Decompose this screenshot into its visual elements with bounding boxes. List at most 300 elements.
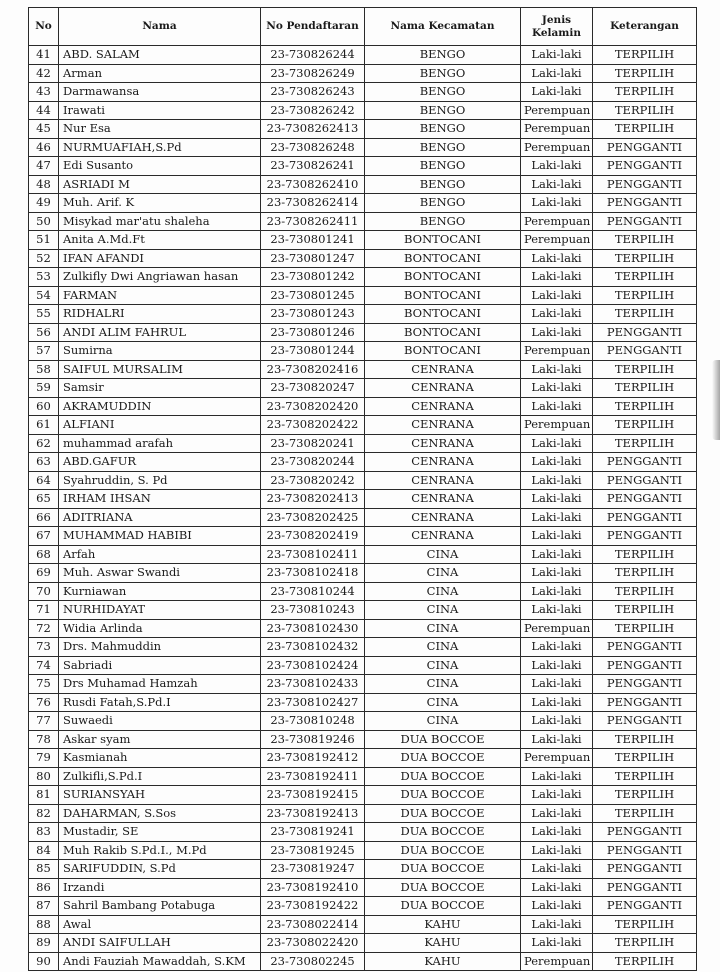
table-row	[29, 823, 697, 842]
cell-no-pendaftaran: 23-730810248	[261, 712, 365, 731]
cell-no-pendaftaran: 23-7308262411	[261, 212, 365, 231]
cell-no: 70	[29, 582, 59, 601]
cell-kecamatan: CINA	[365, 619, 521, 638]
cell-jenis-kelamin: Perempuan	[521, 416, 593, 435]
cell-keterangan: TERPILIH	[593, 545, 697, 564]
cell-no: 63	[29, 453, 59, 472]
table-body	[29, 46, 697, 971]
cell-no: 73	[29, 638, 59, 657]
cell-no: 42	[29, 64, 59, 83]
cell-jenis-kelamin: Laki-laki	[521, 157, 593, 176]
table-row	[29, 897, 697, 916]
table-row	[29, 268, 697, 287]
table-row	[29, 157, 697, 176]
cell-kecamatan: BENGO	[365, 175, 521, 194]
cell-no: 47	[29, 157, 59, 176]
cell-keterangan: TERPILIH	[593, 749, 697, 768]
cell-no: 56	[29, 323, 59, 342]
cell-no: 69	[29, 564, 59, 583]
cell-jenis-kelamin: Laki-laki	[521, 286, 593, 305]
cell-nama: MUHAMMAD HABIBI	[59, 527, 261, 546]
cell-no: 50	[29, 212, 59, 231]
cell-nama: DAHARMAN, S.Sos	[59, 804, 261, 823]
cell-no: 74	[29, 656, 59, 675]
table-row	[29, 138, 697, 157]
cell-no: 45	[29, 120, 59, 139]
cell-jenis-kelamin: Laki-laki	[521, 397, 593, 416]
cell-keterangan: TERPILIH	[593, 64, 697, 83]
cell-no-pendaftaran: 23-7308022414	[261, 915, 365, 934]
cell-keterangan: PENGGANTI	[593, 194, 697, 213]
table-row	[29, 804, 697, 823]
cell-no: 82	[29, 804, 59, 823]
table-row	[29, 490, 697, 509]
cell-keterangan: PENGGANTI	[593, 878, 697, 897]
cell-no: 76	[29, 693, 59, 712]
cell-keterangan: TERPILIH	[593, 249, 697, 268]
cell-nama: SAIFUL MURSALIM	[59, 360, 261, 379]
table-row	[29, 934, 697, 953]
cell-kecamatan: CINA	[365, 675, 521, 694]
cell-jenis-kelamin: Laki-laki	[521, 194, 593, 213]
cell-kecamatan: DUA BOCCOE	[365, 823, 521, 842]
cell-no: 87	[29, 897, 59, 916]
cell-kecamatan: BONTOCANI	[365, 305, 521, 324]
table-row	[29, 638, 697, 657]
cell-no-pendaftaran: 23-730826241	[261, 157, 365, 176]
cell-no-pendaftaran: 23-730820241	[261, 434, 365, 453]
cell-no-pendaftaran: 23-7308192415	[261, 786, 365, 805]
cell-nama: RIDHALRI	[59, 305, 261, 324]
cell-jenis-kelamin: Perempuan	[521, 619, 593, 638]
cell-no: 86	[29, 878, 59, 897]
cell-no-pendaftaran: 23-730801247	[261, 249, 365, 268]
cell-jenis-kelamin: Perempuan	[521, 342, 593, 361]
cell-kecamatan: BONTOCANI	[365, 268, 521, 287]
table-row	[29, 564, 697, 583]
cell-jenis-kelamin: Laki-laki	[521, 786, 593, 805]
cell-jenis-kelamin: Laki-laki	[521, 508, 593, 527]
cell-nama: Drs Muhamad Hamzah	[59, 675, 261, 694]
cell-jenis-kelamin: Laki-laki	[521, 453, 593, 472]
cell-nama: ABD.GAFUR	[59, 453, 261, 472]
cell-keterangan: TERPILIH	[593, 379, 697, 398]
cell-jenis-kelamin: Laki-laki	[521, 360, 593, 379]
cell-no: 85	[29, 860, 59, 879]
cell-no: 83	[29, 823, 59, 842]
cell-no: 65	[29, 490, 59, 509]
cell-nama: Arman	[59, 64, 261, 83]
cell-keterangan: PENGGANTI	[593, 675, 697, 694]
cell-keterangan: TERPILIH	[593, 231, 697, 250]
cell-kecamatan: CENRANA	[365, 527, 521, 546]
cell-keterangan: PENGGANTI	[593, 508, 697, 527]
cell-kecamatan: BENGO	[365, 46, 521, 65]
cell-kecamatan: BENGO	[365, 101, 521, 120]
cell-jenis-kelamin: Perempuan	[521, 952, 593, 971]
cell-keterangan: PENGGANTI	[593, 823, 697, 842]
table-row	[29, 453, 697, 472]
cell-keterangan: TERPILIH	[593, 120, 697, 139]
cell-jenis-kelamin: Laki-laki	[521, 268, 593, 287]
cell-kecamatan: CINA	[365, 601, 521, 620]
cell-keterangan: PENGGANTI	[593, 693, 697, 712]
cell-kecamatan: KAHU	[365, 934, 521, 953]
cell-jenis-kelamin: Laki-laki	[521, 305, 593, 324]
cell-nama: ANDI ALIM FAHRUL	[59, 323, 261, 342]
table-row	[29, 730, 697, 749]
cell-nama: SARIFUDDIN, S.Pd	[59, 860, 261, 879]
cell-jenis-kelamin: Laki-laki	[521, 471, 593, 490]
cell-jenis-kelamin: Laki-laki	[521, 545, 593, 564]
cell-jenis-kelamin: Laki-laki	[521, 527, 593, 546]
cell-no: 59	[29, 379, 59, 398]
cell-no-pendaftaran: 23-7308102432	[261, 638, 365, 657]
cell-no-pendaftaran: 23-730802245	[261, 952, 365, 971]
cell-nama: Muh. Arif. K	[59, 194, 261, 213]
cell-no: 61	[29, 416, 59, 435]
cell-nama: Sahril Bambang Potabuga	[59, 897, 261, 916]
cell-nama: Andi Fauziah Mawaddah, S.KM	[59, 952, 261, 971]
cell-no: 77	[29, 712, 59, 731]
header-kecamatan: Nama Kecamatan	[365, 8, 521, 46]
table-row	[29, 619, 697, 638]
cell-no: 67	[29, 527, 59, 546]
cell-no: 57	[29, 342, 59, 361]
cell-jenis-kelamin: Laki-laki	[521, 804, 593, 823]
cell-no: 78	[29, 730, 59, 749]
table-row	[29, 342, 697, 361]
cell-no-pendaftaran: 23-7308022420	[261, 934, 365, 953]
header-no: No	[29, 8, 59, 46]
cell-jenis-kelamin: Perempuan	[521, 749, 593, 768]
cell-kecamatan: DUA BOCCOE	[365, 767, 521, 786]
cell-no-pendaftaran: 23-730801245	[261, 286, 365, 305]
cell-no: 53	[29, 268, 59, 287]
cell-jenis-kelamin: Laki-laki	[521, 582, 593, 601]
cell-jenis-kelamin: Laki-laki	[521, 878, 593, 897]
cell-keterangan: TERPILIH	[593, 83, 697, 102]
cell-keterangan: TERPILIH	[593, 601, 697, 620]
cell-keterangan: TERPILIH	[593, 360, 697, 379]
cell-jenis-kelamin: Laki-laki	[521, 46, 593, 65]
cell-nama: IFAN AFANDI	[59, 249, 261, 268]
cell-kecamatan: CENRANA	[365, 490, 521, 509]
cell-nama: Syahruddin, S. Pd	[59, 471, 261, 490]
cell-no-pendaftaran: 23-730801242	[261, 268, 365, 287]
cell-keterangan: TERPILIH	[593, 434, 697, 453]
cell-kecamatan: BONTOCANI	[365, 323, 521, 342]
cell-jenis-kelamin: Perempuan	[521, 101, 593, 120]
cell-nama: FARMAN	[59, 286, 261, 305]
cell-kecamatan: CINA	[365, 545, 521, 564]
cell-nama: Nur Esa	[59, 120, 261, 139]
cell-no-pendaftaran: 23-730801243	[261, 305, 365, 324]
cell-no: 60	[29, 397, 59, 416]
cell-jenis-kelamin: Perempuan	[521, 231, 593, 250]
cell-keterangan: PENGGANTI	[593, 157, 697, 176]
cell-keterangan: TERPILIH	[593, 305, 697, 324]
cell-keterangan: TERPILIH	[593, 286, 697, 305]
cell-kecamatan: CENRANA	[365, 508, 521, 527]
cell-nama: Sumirna	[59, 342, 261, 361]
cell-no: 41	[29, 46, 59, 65]
cell-keterangan: TERPILIH	[593, 582, 697, 601]
cell-no-pendaftaran: 23-730819247	[261, 860, 365, 879]
cell-no: 55	[29, 305, 59, 324]
cell-keterangan: TERPILIH	[593, 564, 697, 583]
cell-keterangan: PENGGANTI	[593, 453, 697, 472]
table-row	[29, 712, 697, 731]
table-row	[29, 749, 697, 768]
cell-no-pendaftaran: 23-7308102433	[261, 675, 365, 694]
cell-keterangan: TERPILIH	[593, 416, 697, 435]
cell-jenis-kelamin: Laki-laki	[521, 64, 593, 83]
cell-kecamatan: KAHU	[365, 915, 521, 934]
cell-kecamatan: CINA	[365, 656, 521, 675]
cell-nama: Irzandi	[59, 878, 261, 897]
candidate-table	[28, 7, 697, 971]
cell-kecamatan: CINA	[365, 638, 521, 657]
table-row	[29, 46, 697, 65]
cell-nama: Widia Arlinda	[59, 619, 261, 638]
cell-jenis-kelamin: Laki-laki	[521, 490, 593, 509]
cell-no-pendaftaran: 23-730820242	[261, 471, 365, 490]
cell-keterangan: PENGGANTI	[593, 490, 697, 509]
table-row	[29, 323, 697, 342]
table-row	[29, 952, 697, 971]
cell-nama: Drs. Mahmuddin	[59, 638, 261, 657]
cell-nama: SURIANSYAH	[59, 786, 261, 805]
cell-no-pendaftaran: 23-7308192422	[261, 897, 365, 916]
cell-no: 90	[29, 952, 59, 971]
cell-keterangan: PENGGANTI	[593, 138, 697, 157]
cell-keterangan: TERPILIH	[593, 730, 697, 749]
table-row	[29, 675, 697, 694]
cell-keterangan: PENGGANTI	[593, 323, 697, 342]
cell-kecamatan: CINA	[365, 712, 521, 731]
cell-keterangan: TERPILIH	[593, 952, 697, 971]
table-row	[29, 83, 697, 102]
cell-nama: ANDI SAIFULLAH	[59, 934, 261, 953]
cell-nama: Darmawansa	[59, 83, 261, 102]
cell-no-pendaftaran: 23-730826244	[261, 46, 365, 65]
cell-nama: Awal	[59, 915, 261, 934]
table-row	[29, 860, 697, 879]
cell-kecamatan: KAHU	[365, 952, 521, 971]
header-no-pendaftaran: No Pendaftaran	[261, 8, 365, 46]
cell-nama: NURHIDAYAT	[59, 601, 261, 620]
table-row	[29, 601, 697, 620]
cell-kecamatan: BONTOCANI	[365, 342, 521, 361]
cell-keterangan: TERPILIH	[593, 46, 697, 65]
page-edge-shadow	[712, 360, 720, 440]
cell-kecamatan: CENRANA	[365, 453, 521, 472]
table-row	[29, 379, 697, 398]
cell-no: 71	[29, 601, 59, 620]
cell-nama: Rusdi Fatah,S.Pd.I	[59, 693, 261, 712]
cell-no: 64	[29, 471, 59, 490]
table-row	[29, 416, 697, 435]
cell-nama: Misykad mar'atu shaleha	[59, 212, 261, 231]
cell-keterangan: TERPILIH	[593, 915, 697, 934]
cell-no: 68	[29, 545, 59, 564]
cell-jenis-kelamin: Laki-laki	[521, 823, 593, 842]
cell-kecamatan: BENGO	[365, 212, 521, 231]
cell-no-pendaftaran: 23-730801241	[261, 231, 365, 250]
cell-nama: Zulkifli,S.Pd.I	[59, 767, 261, 786]
cell-no: 88	[29, 915, 59, 934]
header-nama: Nama	[59, 8, 261, 46]
cell-kecamatan: BONTOCANI	[365, 286, 521, 305]
cell-jenis-kelamin: Laki-laki	[521, 860, 593, 879]
cell-keterangan: TERPILIH	[593, 767, 697, 786]
cell-no-pendaftaran: 23-730819241	[261, 823, 365, 842]
cell-nama: muhammad arafah	[59, 434, 261, 453]
cell-no: 43	[29, 83, 59, 102]
cell-no: 49	[29, 194, 59, 213]
cell-keterangan: PENGGANTI	[593, 471, 697, 490]
cell-keterangan: TERPILIH	[593, 268, 697, 287]
table-row	[29, 841, 697, 860]
table-row	[29, 545, 697, 564]
table-header-row	[29, 8, 697, 46]
cell-nama: ALFIANI	[59, 416, 261, 435]
cell-nama: ADITRIANA	[59, 508, 261, 527]
cell-jenis-kelamin: Laki-laki	[521, 175, 593, 194]
header-keterangan: Keterangan	[593, 8, 697, 46]
cell-jenis-kelamin: Perempuan	[521, 212, 593, 231]
cell-nama: Samsir	[59, 379, 261, 398]
table-row	[29, 693, 697, 712]
cell-no-pendaftaran: 23-730820244	[261, 453, 365, 472]
table-row	[29, 64, 697, 83]
cell-nama: AKRAMUDDIN	[59, 397, 261, 416]
cell-no: 51	[29, 231, 59, 250]
table-row	[29, 120, 697, 139]
cell-kecamatan: BENGO	[365, 157, 521, 176]
cell-no-pendaftaran: 23-7308102411	[261, 545, 365, 564]
cell-kecamatan: DUA BOCCOE	[365, 749, 521, 768]
cell-no-pendaftaran: 23-730826248	[261, 138, 365, 157]
cell-jenis-kelamin: Laki-laki	[521, 638, 593, 657]
cell-jenis-kelamin: Laki-laki	[521, 83, 593, 102]
cell-no-pendaftaran: 23-7308202420	[261, 397, 365, 416]
cell-jenis-kelamin: Laki-laki	[521, 897, 593, 916]
cell-kecamatan: DUA BOCCOE	[365, 804, 521, 823]
cell-nama: Anita A.Md.Ft	[59, 231, 261, 250]
cell-kecamatan: CENRANA	[365, 379, 521, 398]
cell-jenis-kelamin: Perempuan	[521, 138, 593, 157]
cell-no-pendaftaran: 23-730801246	[261, 323, 365, 342]
cell-kecamatan: BENGO	[365, 83, 521, 102]
cell-nama: Muh. Aswar Swandi	[59, 564, 261, 583]
table-row	[29, 527, 697, 546]
cell-no-pendaftaran: 23-7308192412	[261, 749, 365, 768]
cell-kecamatan: BONTOCANI	[365, 249, 521, 268]
cell-no: 72	[29, 619, 59, 638]
cell-jenis-kelamin: Laki-laki	[521, 767, 593, 786]
table-row	[29, 305, 697, 324]
cell-no: 62	[29, 434, 59, 453]
cell-keterangan: PENGGANTI	[593, 175, 697, 194]
cell-no: 75	[29, 675, 59, 694]
cell-no-pendaftaran: 23-730819246	[261, 730, 365, 749]
table-row	[29, 175, 697, 194]
table-row	[29, 434, 697, 453]
cell-nama: ABD. SALAM	[59, 46, 261, 65]
cell-no: 46	[29, 138, 59, 157]
cell-no-pendaftaran: 23-7308202416	[261, 360, 365, 379]
cell-no-pendaftaran: 23-7308102418	[261, 564, 365, 583]
table-row	[29, 582, 697, 601]
cell-no-pendaftaran: 23-7308202419	[261, 527, 365, 546]
table-row	[29, 286, 697, 305]
cell-kecamatan: DUA BOCCOE	[365, 841, 521, 860]
cell-keterangan: TERPILIH	[593, 101, 697, 120]
cell-nama: Arfah	[59, 545, 261, 564]
cell-keterangan: TERPILIH	[593, 786, 697, 805]
cell-jenis-kelamin: Laki-laki	[521, 323, 593, 342]
cell-no-pendaftaran: 23-7308102427	[261, 693, 365, 712]
cell-jenis-kelamin: Laki-laki	[521, 841, 593, 860]
cell-keterangan: PENGGANTI	[593, 897, 697, 916]
cell-no-pendaftaran: 23-7308262413	[261, 120, 365, 139]
cell-kecamatan: CINA	[365, 564, 521, 583]
cell-keterangan: PENGGANTI	[593, 712, 697, 731]
cell-no-pendaftaran: 23-730820247	[261, 379, 365, 398]
cell-no: 58	[29, 360, 59, 379]
cell-no: 79	[29, 749, 59, 768]
cell-kecamatan: DUA BOCCOE	[365, 786, 521, 805]
cell-jenis-kelamin: Laki-laki	[521, 693, 593, 712]
cell-kecamatan: CENRANA	[365, 397, 521, 416]
cell-jenis-kelamin: Laki-laki	[521, 249, 593, 268]
cell-no-pendaftaran: 23-730810244	[261, 582, 365, 601]
cell-kecamatan: BENGO	[365, 64, 521, 83]
cell-kecamatan: CENRANA	[365, 360, 521, 379]
cell-no: 84	[29, 841, 59, 860]
cell-no-pendaftaran: 23-730826249	[261, 64, 365, 83]
table-row	[29, 194, 697, 213]
cell-keterangan: TERPILIH	[593, 397, 697, 416]
cell-keterangan: TERPILIH	[593, 934, 697, 953]
cell-keterangan: TERPILIH	[593, 804, 697, 823]
cell-nama: Muh Rakib S.Pd.I., M.Pd	[59, 841, 261, 860]
cell-no: 81	[29, 786, 59, 805]
cell-no-pendaftaran: 23-730819245	[261, 841, 365, 860]
cell-kecamatan: DUA BOCCOE	[365, 878, 521, 897]
table-row	[29, 249, 697, 268]
cell-kecamatan: DUA BOCCOE	[365, 730, 521, 749]
cell-jenis-kelamin: Laki-laki	[521, 712, 593, 731]
cell-nama: NURMUAFIAH,S.Pd	[59, 138, 261, 157]
cell-nama: Irawati	[59, 101, 261, 120]
table-row	[29, 915, 697, 934]
table-row	[29, 360, 697, 379]
table-row	[29, 397, 697, 416]
cell-no-pendaftaran: 23-7308262414	[261, 194, 365, 213]
cell-jenis-kelamin: Laki-laki	[521, 434, 593, 453]
cell-nama: Kurniawan	[59, 582, 261, 601]
cell-no-pendaftaran: 23-7308102430	[261, 619, 365, 638]
cell-jenis-kelamin: Laki-laki	[521, 564, 593, 583]
cell-no-pendaftaran: 23-7308192413	[261, 804, 365, 823]
cell-no-pendaftaran: 23-7308202422	[261, 416, 365, 435]
cell-kecamatan: CINA	[365, 693, 521, 712]
cell-nama: Edi Susanto	[59, 157, 261, 176]
cell-keterangan: PENGGANTI	[593, 527, 697, 546]
